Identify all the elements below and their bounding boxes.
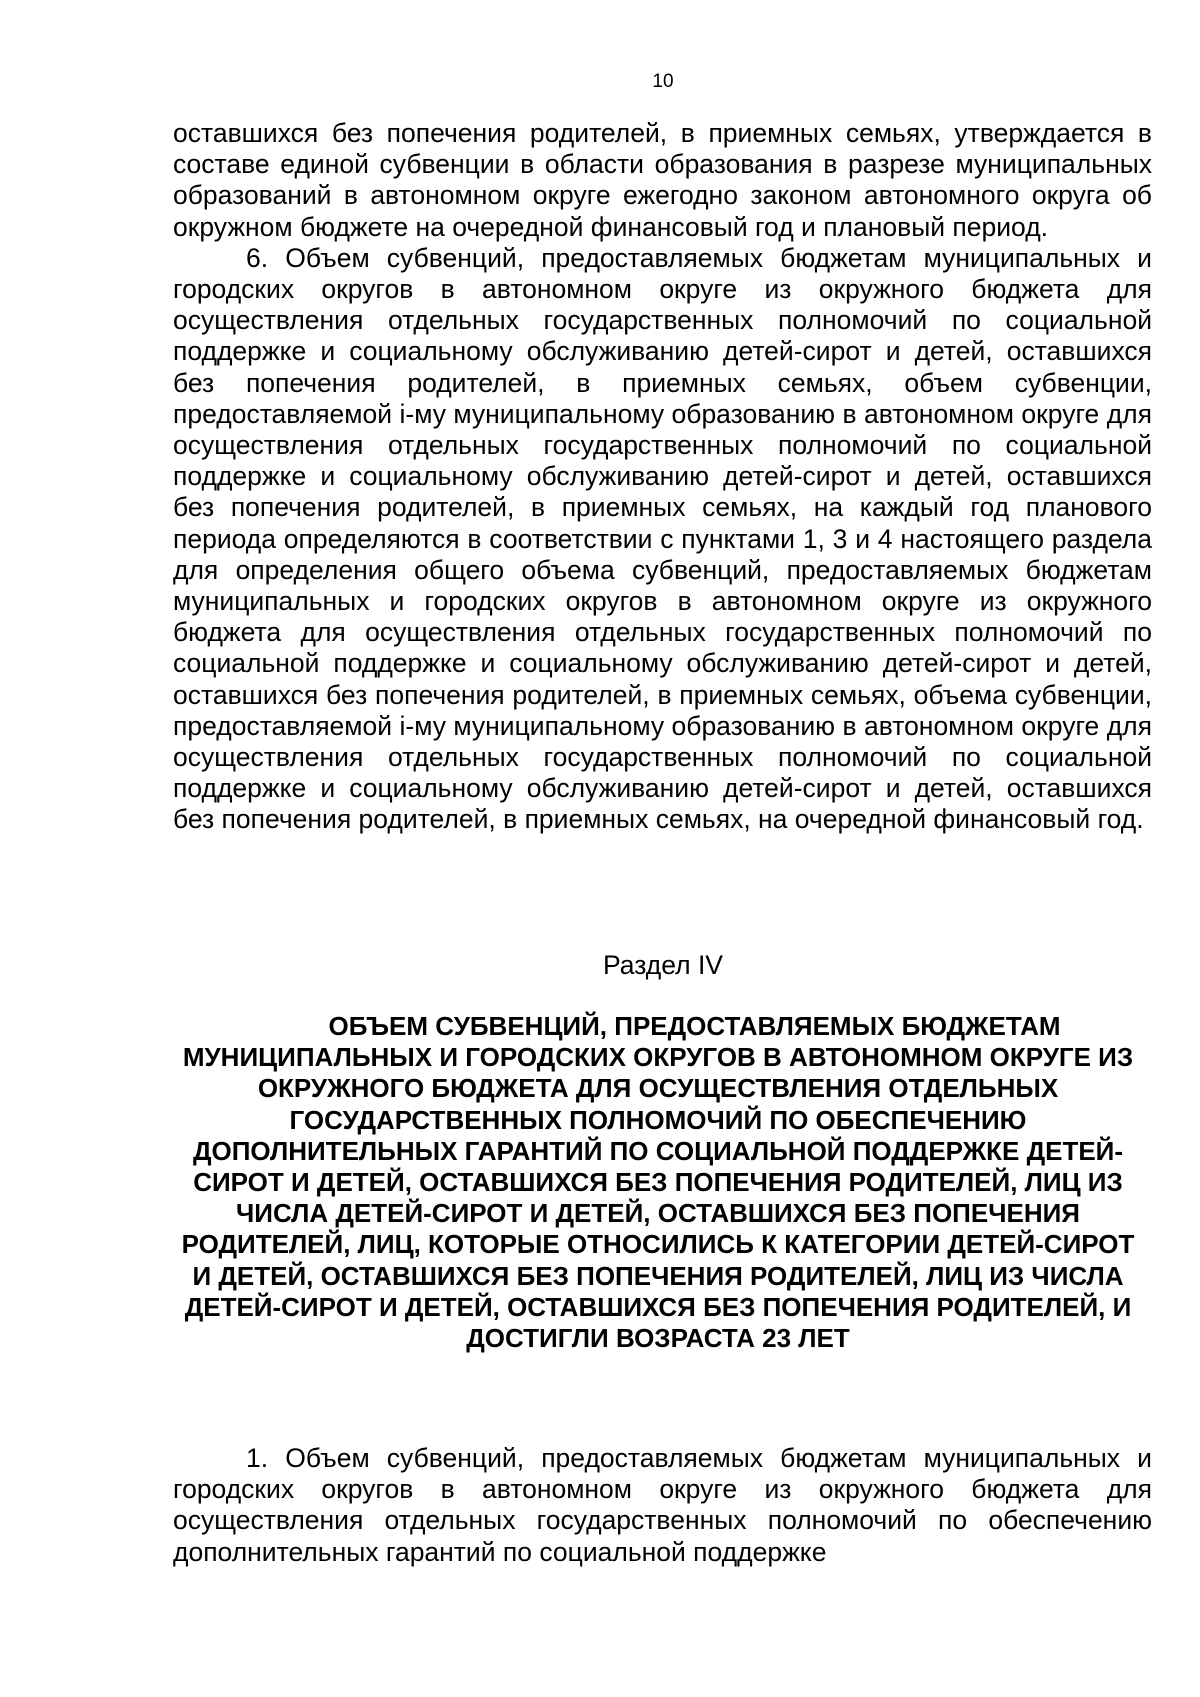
page-number: 10	[652, 71, 674, 92]
paragraph-item-1: 1. Объем субвенций, предоставляемых бюджетам муниципальных и городских округов в автономном округе из окружного бюджета для осуществления отдельных государственных полномочий по обеспечению дополнительных гарантий по социальной поддержке	[173, 1443, 1152, 1567]
section-title-text: ОБЪЕМ СУБВЕНЦИЙ, ПРЕДОСТАВЛЯЕМЫХ БЮДЖЕТАМ МУНИЦИПАЛЬНЫХ И ГОРОДСКИХ ОКРУГОВ В АВТОНОМНОМ ОКРУГЕ ИЗ ОКРУЖНОГО БЮДЖЕТА ДЛЯ ОСУЩЕСТВЛЕНИЯ ОТДЕЛЬНЫХ ГОСУДАРСТВЕННЫХ ПОЛНОМОЧИЙ ПО ОБЕСПЕЧЕНИЮ ДОПОЛНИТЕЛЬНЫХ ГАРАНТИЙ ПО СОЦИАЛЬНОЙ ПОДДЕРЖКЕ ДЕТЕЙ-СИРОТ И ДЕТЕЙ, ОСТАВШИХСЯ БЕЗ ПОПЕЧЕНИЯ РОДИТЕЛЕЙ, ЛИЦ ИЗ ЧИСЛА ДЕТЕЙ-СИРОТ И ДЕТЕЙ, ОСТАВШИХСЯ БЕЗ ПОПЕЧЕНИЯ РОДИТЕЛЕЙ, ЛИЦ, КОТОРЫЕ ОТНОСИЛИСЬ К КАТЕГОРИИ ДЕТЕЙ-СИРОТ И ДЕТЕЙ, ОСТАВШИХСЯ БЕЗ ПОПЕЧЕНИЯ РОДИТЕЛЕЙ, ЛИЦ ИЗ ЧИСЛА ДЕТЕЙ-СИРОТ И ДЕТЕЙ, ОСТАВШИХСЯ БЕЗ ПОПЕЧЕНИЯ РОДИТЕЛЕЙ, И ДОСТИГЛИ ВОЗРАСТА 23 ЛЕТ	[181, 1011, 1135, 1354]
paragraph-continuation: оставшихся без попечения родителей, в приемных семьях, утверждается в составе единой субвенции в области образования в разрезе муниципальных образований в автономном округе ежегодно законом автономного округа об окружном бюджете на очередной финансовый год и плановый период.	[173, 118, 1152, 242]
body-text-top	[173, 118, 1152, 836]
body-text-bottom	[173, 1443, 1152, 1568]
section-title	[178, 1011, 1138, 1354]
section-label: Раздел IV	[603, 950, 723, 980]
paragraph-item-6: 6. Объем субвенций, предоставляемых бюджетам муниципальных и городских округов в автономном округе из окружного бюджета для осуществления отдельных государственных полномочий по социальной поддержке и социальному обслуживанию детей-сирот и детей, оставшихся без попечения родителей, в приемных семьях, объем субвенции, предоставляемой i-му муниципальному образованию в автономном округе для осуществления отдельных государственных полномочий по социальной поддержке и социальному обслуживанию детей-сирот и детей, оставшихся без попечения родителей, в приемных семьях, на каждый год планового периода определяются в соответствии с пунктами 1, 3 и 4 настоящего раздела для определения общего объема субвенций, предоставляемых бюджетам муниципальных и городских округов в автономном округе из окружного бюджета для осуществления отдельных государственных полномочий по социальной поддержке и социальному обслуживанию детей-сирот и детей, оставшихся без попечения родителей, в приемных семьях, объема субвенции, предоставляемой i-му муниципальному образованию в автономном округе для осуществления отдельных государственных полномочий по социальной поддержке и социальному обслуживанию детей-сирот и детей, оставшихся без попечения родителей, в приемных семьях, на очередной финансовый год.	[173, 242, 1152, 835]
